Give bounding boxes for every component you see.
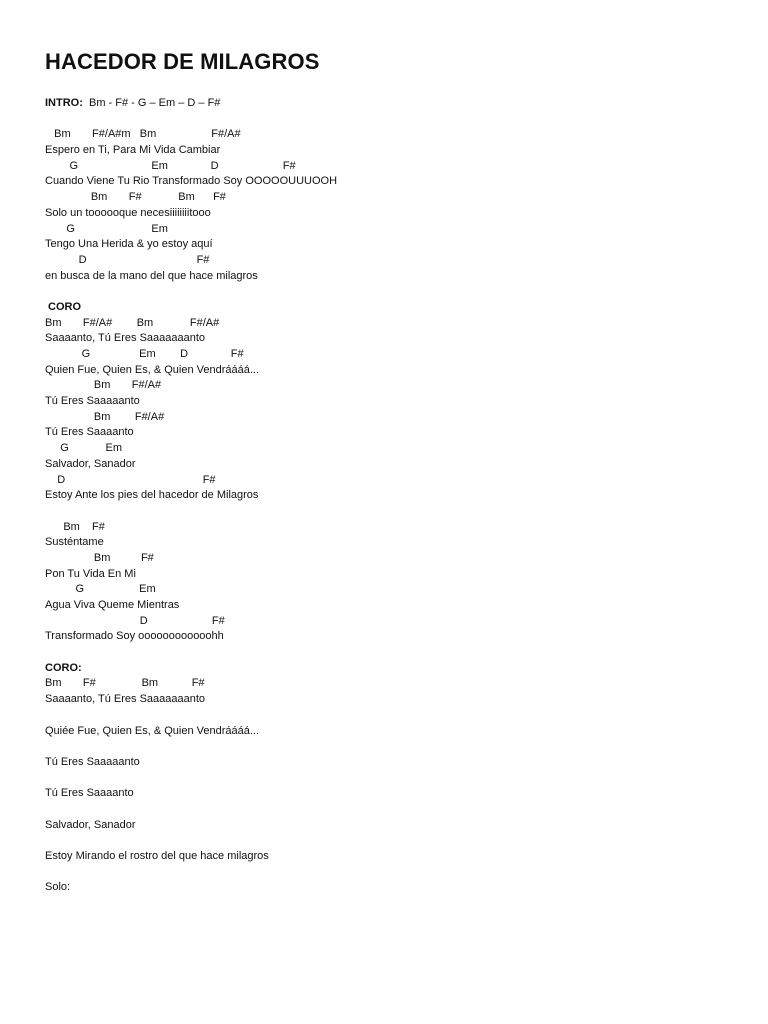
- spacer: [45, 833, 745, 849]
- lyric-line: Susténtame: [45, 536, 104, 549]
- chord-line: Bm F#/A#m Bm F#/A#: [45, 128, 241, 141]
- chord-line: G Em: [45, 222, 168, 235]
- lyric-line: en busca de la mano del que hace milagros: [45, 269, 258, 282]
- spacer: [45, 112, 745, 128]
- chord-line: G Em D F#: [45, 348, 244, 360]
- lyric-line: Saaaanto, Tú Eres Saaaaaaanto: [45, 693, 206, 706]
- spacer: [45, 771, 745, 787]
- chord-line: Bm F#/A#: [45, 410, 165, 423]
- intro-line: [45, 96, 745, 112]
- chord-line: G Em D F#: [45, 159, 296, 172]
- solo-label: Solo:: [45, 881, 71, 894]
- lyric-line: Cuando Viene Tu Rio Transformado Soy OOOOOUUUOOH: [45, 175, 338, 188]
- lyric-line: Solo un toooooque necesiiiiiiiitooo: [45, 206, 211, 219]
- lyric-line: Tú Eres Saaaaanto: [45, 755, 140, 768]
- song-sheet: [45, 46, 745, 896]
- lyric-line: Agua Viva Queme Mientras: [45, 599, 180, 611]
- lyric-line: Estoy Mirando el rostro del que hace milagros: [45, 850, 269, 862]
- chord-line: Bm F#: [45, 551, 154, 564]
- chord-line: G Em: [45, 583, 156, 596]
- chorus-label: CORO:: [45, 661, 82, 674]
- spacer: [45, 739, 745, 755]
- spacer: [45, 865, 745, 881]
- chord-line: D F#: [45, 614, 225, 627]
- spacer: [45, 802, 745, 818]
- chord-line: D F#: [45, 473, 216, 486]
- lyric-line: Quiée Fue, Quien Es, & Quien Vendráááá...: [45, 724, 260, 737]
- lyric-line: Espero en Ti, Para Mi Vida Cambiar: [45, 144, 221, 157]
- chord-line: Bm F#/A#: [45, 379, 162, 392]
- intro-label: INTRO:: [45, 97, 83, 109]
- chord-line: Bm F# Bm F#: [45, 677, 205, 690]
- chord-line: D F#: [45, 253, 210, 266]
- lyric-line: Tú Eres Saaaanto: [45, 787, 134, 800]
- lyric-line: Transformado Soy oooooooooooohh: [45, 630, 224, 643]
- lyric-line: Salvador, Sanador: [45, 818, 136, 831]
- lyric-line: Salvador, Sanador: [45, 457, 136, 470]
- lyric-line: Tengo Una Herida & yo estoy aquí: [45, 238, 213, 251]
- lyric-line: Estoy Ante los pies del hacedor de Milagros: [45, 489, 259, 502]
- lyric-line: Quien Fue, Quien Es, & Quien Vendráááá...: [45, 363, 260, 376]
- lyric-line: Saaaanto, Tú Eres Saaaaaaanto: [45, 332, 206, 345]
- lyric-line: Tú Eres Saaaanto: [45, 426, 134, 439]
- spacer: [45, 504, 745, 520]
- chord-line: Bm F# Bm F#: [45, 191, 226, 204]
- spacer: [45, 645, 745, 661]
- spacer: [45, 284, 745, 300]
- spacer: [45, 708, 745, 724]
- lyric-line: Tú Eres Saaaaanto: [45, 395, 140, 408]
- chord-line: G Em: [45, 442, 123, 455]
- lyric-line: Pon Tu Vida En Mi: [45, 567, 136, 580]
- intro-chords: Bm - F# - G – Em – D – F#: [82, 97, 221, 109]
- chorus-label: CORO: [45, 300, 82, 313]
- chord-line: Bm F#: [45, 520, 105, 533]
- chord-line: Bm F#/A# Bm F#/A#: [45, 316, 220, 329]
- song-title: HACEDOR DE MILAGROS: [45, 49, 320, 74]
